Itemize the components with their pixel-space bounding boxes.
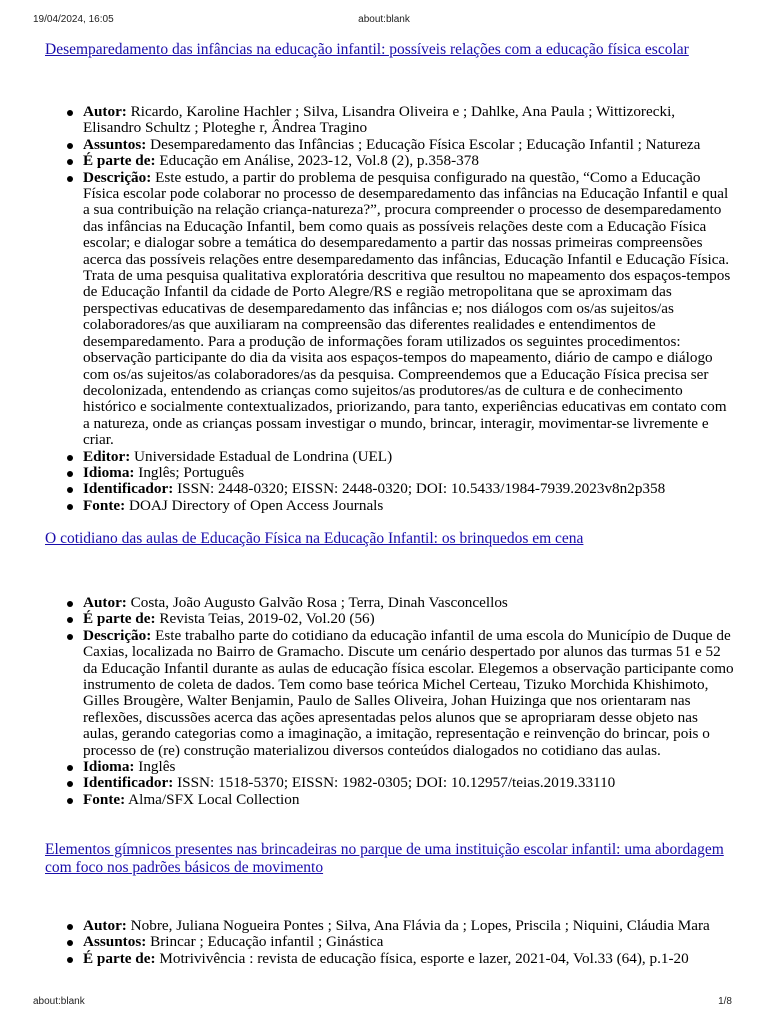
field-publisher (45, 449, 735, 465)
field-identifier (45, 481, 735, 497)
field-part-of (45, 611, 735, 627)
field-value: DOAJ Directory of Open Access Journals (128, 496, 384, 514)
field-identifier (45, 775, 735, 791)
field-label: Identificador: (83, 774, 174, 792)
field-label: Autor: (83, 103, 127, 120)
field-value: Este trabalho parte do cotidiano da educação infantil de uma escola do Município de Duque de Caxias, localizada no Bairro de Gramacho. Discute um cenário despertado por alunos das turmas 51 e 52 da Educação Infantil durante as aulas de educação física escolar. Elegemos a observação participante como instrumento de coleta de dados. Tem como base teórica Michel Certeau, Tizuko Morchida Khishimoto, Gilles Brougère, Walter Benjamin, Paulo de Salles Oliveira, Johan Huizinga que nos orientaram nas reflexões, discussões acerca das ações apresentadas pelos alunos que se apropriaram desse objeto nas aulas, gerando categorias como a imaginação, a imitação, representação e reinvenção do brincar, pois o processo de (re) construção materializou diversos conteúdos dialogados no cotidiano das aulas. (83, 626, 734, 759)
record-fields (45, 918, 735, 967)
record-fields (45, 104, 735, 514)
record-title-link[interactable]: O cotidiano das aulas de Educação Física na Educação Infantil: os brinquedos em cena (45, 530, 584, 547)
field-value: Alma/SFX Local Collection (128, 790, 300, 808)
field-part-of (45, 153, 735, 169)
field-label: Idioma: (83, 463, 135, 481)
field-value: Universidade Estadual de Londrina (UEL) (134, 447, 393, 465)
field-label: Assuntos: (83, 933, 147, 951)
field-value: Inglês (138, 758, 176, 776)
field-list (45, 104, 735, 514)
field-value: ISSN: 2448-0320; EISSN: 2448-0320; DOI: 10.5433/1984-7939.2023v8n2p358 (177, 480, 666, 498)
field-value: ISSN: 1518-5370; EISSN: 1982-0305; DOI: 10.12957/teias.2019.33110 (177, 774, 616, 792)
field-source (45, 498, 735, 514)
field-language (45, 759, 735, 775)
field-author (45, 595, 735, 611)
field-value: Educação em Análise, 2023-12, Vol.8 (2), p.358-378 (159, 152, 479, 170)
field-subjects (45, 137, 735, 153)
field-value: Motrivivência : revista de educação física, esporte e lazer, 2021-04, Vol.33 (64), p.1-20 (159, 949, 689, 967)
field-value: Nobre, Juliana Nogueira Pontes ; Silva, Ana Flávia da ; Lopes, Priscila ; Niquini, Cláudia Mara (130, 917, 710, 934)
field-label: Fonte: (83, 496, 126, 514)
field-value: Revista Teias, 2019-02, Vol.20 (56) (159, 610, 375, 628)
field-author (45, 918, 735, 934)
print-url: about:blank (33, 996, 85, 1007)
field-label: É parte de: (83, 152, 156, 170)
field-label: Editor: (83, 447, 131, 465)
field-language (45, 465, 735, 481)
page-number: 1/8 (718, 996, 732, 1007)
field-value: Costa, João Augusto Galvão Rosa ; Terra, Dinah Vasconcellos (130, 594, 508, 611)
field-label: É parte de: (83, 949, 156, 967)
field-description (45, 170, 735, 449)
field-value: Inglês; Português (138, 463, 245, 481)
field-label: É parte de: (83, 610, 156, 628)
field-value: Brincar ; Educação infantil ; Ginástica (150, 933, 384, 951)
print-datetime: 19/04/2024, 16:05 (33, 14, 114, 25)
field-label: Descrição: (83, 626, 152, 644)
field-list (45, 918, 735, 967)
field-label: Idioma: (83, 758, 135, 776)
field-author (45, 104, 735, 137)
record-fields (45, 595, 735, 808)
record-title-link[interactable]: Desemparedamento das infâncias na educação infantil: possíveis relações com a educação física escolar (45, 41, 689, 58)
field-value: Ricardo, Karoline Hachler ; Silva, Lisandra Oliveira e ; Dahlke, Ana Paula ; Wittizorecki, Elisandro Schultz ; Ploteghe r, Ândrea Tragino (83, 103, 676, 137)
record (45, 41, 735, 59)
field-label: Descrição: (83, 168, 152, 186)
field-description (45, 628, 735, 759)
field-value: Desemparedamento das Infâncias ; Educação Física Escolar ; Educação Infantil ; Natureza (150, 135, 701, 153)
field-label: Assuntos: (83, 135, 147, 153)
record (45, 841, 735, 877)
record (45, 530, 735, 548)
field-source (45, 792, 735, 808)
field-part-of (45, 951, 735, 967)
field-value: Este estudo, a partir do problema de pesquisa configurado na questão, “Como a Educação Física escolar pode colaborar no processo de desemparedamento das infâncias na Educação Infantil e qual a sua contribuição na relação criança-natureza?”, procura compreender o processo de desemparedamento das infâncias na Educação Infantil, bem como quais as possíveis relações deste com a Educação Física escolar; e dialogar sobre a temática do desemparedamento a partir das nossas primeiras compreensões acerca das possíveis relações entre desemparedamento das infâncias, Educação Infantil e Educação Física. Trata de uma pesquisa qualitativa exploratória descritiva que resultou no mapeamento dos espaços-tempos de Educação Infantil da cidade de Porto Alegre/RS e região metropolitana que se aproximam das perspectivas educativas de desemparedamento das infâncias e; nos diálogos com os/as sujeitos/as colaboradores/as que auxiliaram na compreensão das diferentes realidades e entendimentos de desemparedamento. Para a produção de informações foram utilizados os seguintes procedimentos: observação participante do dia da visita aos espaços-tempos do mapeamento, diário de campo e diálogo com os/as sujeitos/as colaboradores/as da pesquisa. Compreendemos que a Educação Física precisa ser decolonizada, entendendo as crianças como sujeitos/as produtores/as de cultura e de conhecimento histórico e socialmente contextualizados, priorizando, para tanto, experiências educativas em contato com a natureza, onde as crianças possam investigar o mundo, brincar, interagir, movimentar-se livremente e criar. (83, 168, 731, 449)
field-subjects (45, 934, 735, 950)
field-label: Autor: (83, 917, 127, 934)
field-list (45, 595, 735, 808)
print-page-title: about:blank (358, 14, 410, 25)
field-label: Fonte: (83, 790, 126, 808)
field-label: Identificador: (83, 480, 174, 498)
field-label: Autor: (83, 594, 127, 611)
record-title-link[interactable]: Elementos gímnicos presentes nas brincadeiras no parque de uma instituição escolar infantil: uma abordagem com foco nos padrões básicos de movimento (45, 841, 724, 876)
